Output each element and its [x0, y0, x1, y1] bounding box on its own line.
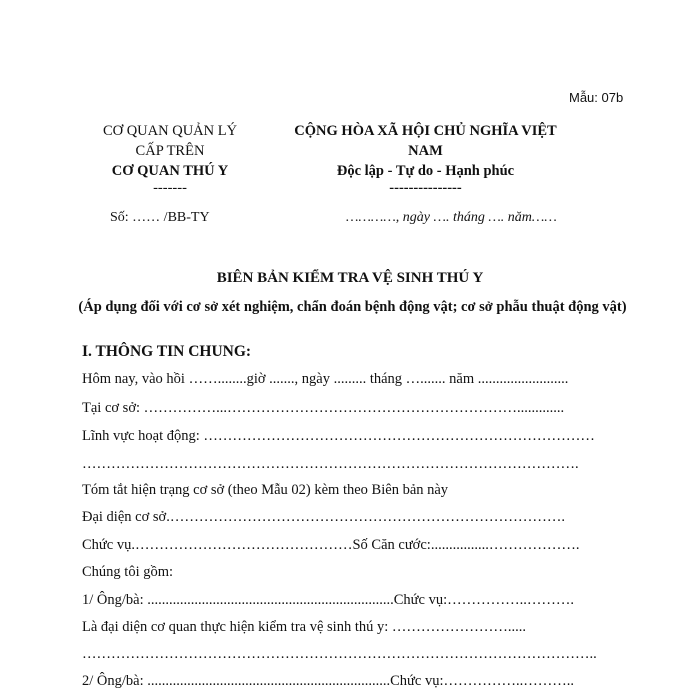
national-header — [283, 121, 568, 195]
document-date: …………, ngày …. tháng …. năm…… — [346, 210, 557, 225]
form-line-summary: Tóm tắt hiện trạng cơ sở (theo Mẫu 02) kèm theo Biên bản này — [82, 482, 449, 498]
form-line-facility: Tại cơ sở: ……………...……………………………………………………............. — [82, 400, 565, 416]
national-motto: Độc lập - Tự do - Hạnh phúc — [336, 163, 515, 179]
agency-divider: ------- — [153, 180, 187, 196]
document-subtitle: (Áp dụng đối với cơ sở xét nghiệm, chẩn đoán bệnh động vật; cơ sở phẫu thuật động vật) — [78, 299, 627, 315]
national-divider: --------------- — [389, 180, 462, 196]
form-line-blank-2: …………………………………………………………………………………………….. — [82, 646, 597, 662]
form-line-member-2: 2/ Ông/bà: ...................................................................Chức vụ:……………..……….. — [82, 673, 574, 689]
section-heading-general-info: I. THÔNG TIN CHUNG: — [82, 343, 252, 360]
issuing-agency-header — [75, 121, 265, 195]
form-line-field: Lĩnh vực hoạt động: ……………………………………………………………………… — [82, 428, 595, 444]
form-line-position-id: Chức vụ.………………………………………Số Căn cước:................………………. — [82, 537, 580, 553]
form-line-blank: …………………………………………………………………………………………. — [82, 456, 579, 472]
agency-name: CƠ QUAN THÚ Y — [111, 163, 229, 179]
document-title: BIÊN BẢN KIỂM TRA VỆ SINH THÚ Y — [216, 270, 484, 286]
agency-superior-line1: CƠ QUAN QUẢN LÝ — [102, 123, 238, 139]
form-line-time: Hôm nay, vào hồi ……........giờ ......., ngày ......... tháng …....... năm ......................... — [82, 371, 569, 387]
national-name-line1: CỘNG HÒA XÃ HỘI CHỦ NGHĨA VIỆT — [294, 123, 557, 139]
form-line-representative: Đại diện cơ sở.………………………………………………………………………. — [82, 509, 565, 525]
national-name-line2: NAM — [408, 143, 443, 159]
form-code: Mẫu: 07b — [569, 90, 624, 105]
form-line-member-1: 1/ Ông/bà: ....................................................................Chức vụ:……………..………. — [82, 592, 574, 608]
agency-superior-line2: CẤP TRÊN — [135, 143, 205, 159]
form-line-members: Chúng tôi gồm: — [82, 564, 174, 580]
form-line-inspector-agency: Là đại diện cơ quan thực hiện kiểm tra vệ sinh thú y: ……………………..... — [82, 619, 526, 635]
document-number: Số: …… /BB-TY — [110, 210, 210, 225]
